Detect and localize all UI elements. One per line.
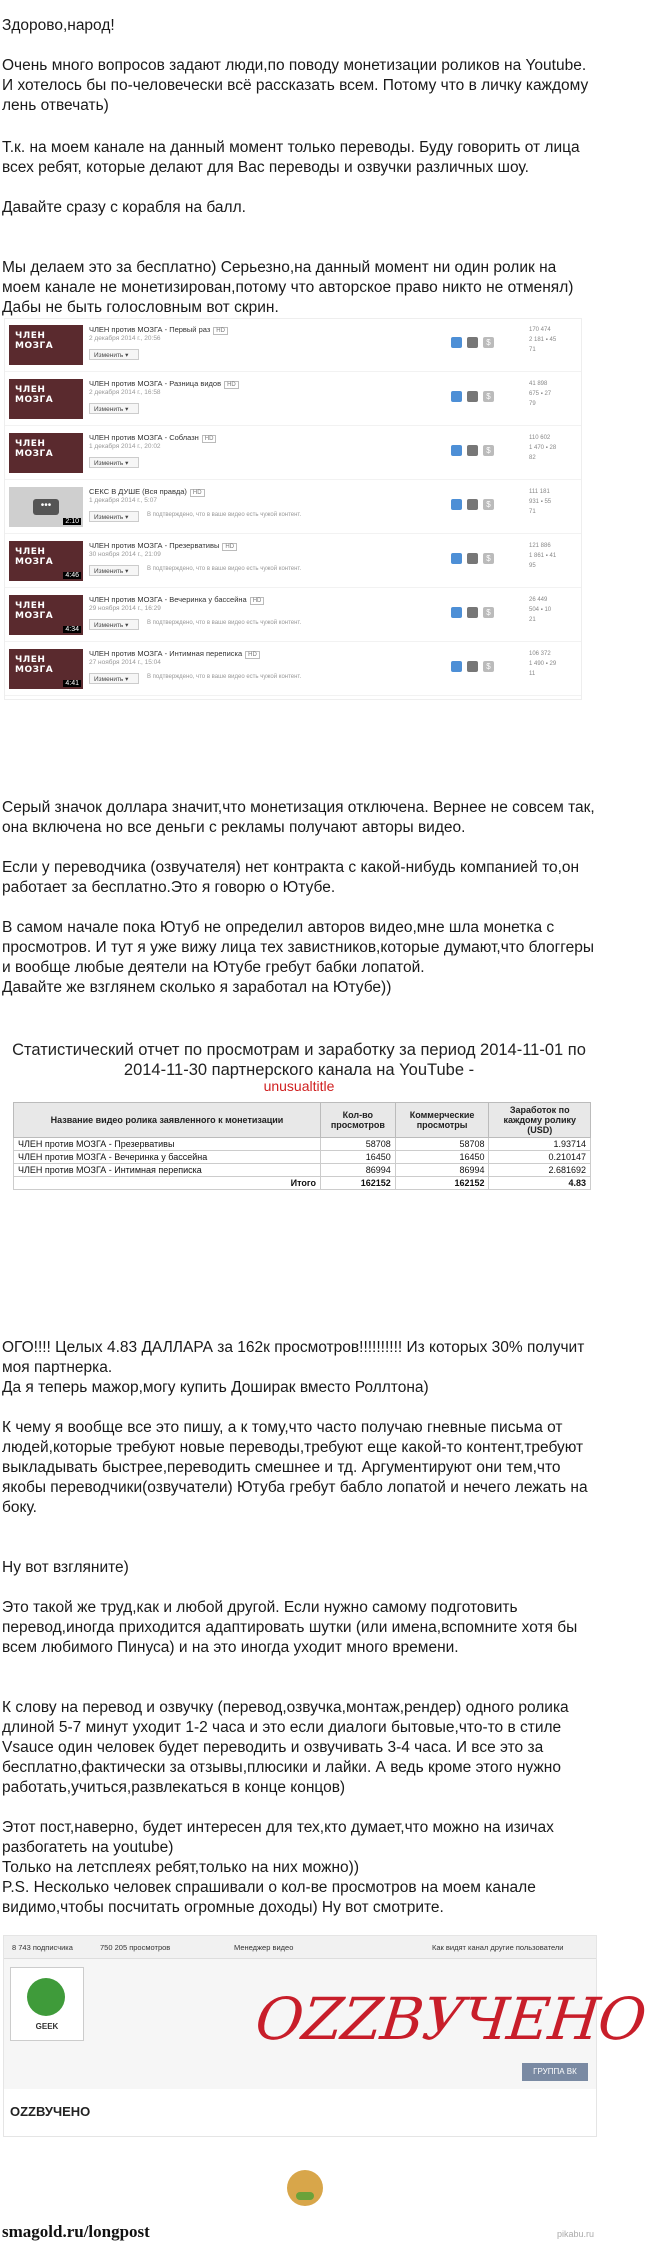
check-icon[interactable]: [467, 445, 478, 456]
video-date: 1 декабря 2014 г., 5:07: [89, 497, 157, 504]
dollar-icon[interactable]: $: [483, 391, 494, 402]
thumbnail-text: ЧЛЕН МОЗГА: [15, 385, 54, 405]
channel-avatar: [10, 1967, 84, 2041]
report-header-cell: Заработок по каждому ролику (USD): [489, 1103, 591, 1138]
video-manager-screenshot: [4, 318, 582, 700]
intro-paragraph: Очень много вопросов задают люди,по поводу монетизации роликов на Youtube. И хотелось бы по-человечески всё рассказать всем. Потому что в личку каждому лень отвечать): [2, 57, 589, 114]
thumbnail-text: ЧЛЕН МОЗГА: [15, 547, 54, 567]
report-total-cell: 4.83: [489, 1177, 591, 1190]
report-header-cell: Коммерческие просмотры: [395, 1103, 489, 1138]
check-icon[interactable]: [467, 499, 478, 510]
video-stats: 41 898 675 ▪ 27 79: [529, 381, 552, 407]
translations-paragraph: Т.к. на моем канале на данный момент только переводы. Буду говорить от лица всех ребят, которые делают для Вас переводы и озвучки различных шоу.: [2, 139, 580, 176]
report-total-row: [14, 1177, 591, 1190]
report-total-cell: 162152: [321, 1177, 396, 1190]
video-row: [5, 373, 581, 426]
video-title[interactable]: СЕКС В ДУШЕ (Вся правда) HD: [89, 487, 205, 496]
dollar-icon[interactable]: $: [483, 337, 494, 348]
report-cell: 0.210147: [489, 1151, 591, 1164]
video-title[interactable]: ЧЛЕН против МОЗГА - Презервативы HD: [89, 541, 237, 550]
check-icon[interactable]: [467, 553, 478, 564]
channel-brand: OZZВУЧЕНО: [252, 1985, 649, 2053]
angry-letters-paragraph: К чему я вообще все это пишу, а к тому,что часто получаю гневные письма от людей,которые требуют новые переводы,требуют еще какой-то контент,требуют выкладывать быстрее,переводить смешнее и тд. Аргументируют они тем,что якобы переводчики(озвучатели) Ютуба гребут бабло лопатой и нечего лежать на боку.: [2, 1419, 588, 1516]
video-date: 29 ноября 2014 г., 16:29: [89, 605, 161, 612]
hd-badge: HD: [245, 651, 260, 659]
video-thumbnail[interactable]: [9, 325, 83, 365]
video-thumbnail[interactable]: [9, 433, 83, 473]
video-duration: 4:41: [65, 680, 79, 687]
globe-icon[interactable]: [451, 607, 462, 618]
dollar-icon[interactable]: $: [483, 661, 494, 672]
edit-button[interactable]: Изменить ▾: [89, 619, 139, 630]
globe-icon[interactable]: [451, 661, 462, 672]
video-duration: 4:46: [65, 572, 79, 579]
globe-icon[interactable]: [451, 499, 462, 510]
view-as-others-link[interactable]: Как видят канал другие пользователи: [432, 1943, 564, 1952]
report-cell: ЧЛЕН против МОЗГА - Вечеринка у бассейна: [14, 1151, 321, 1164]
subscriber-count: 8 743 подписчика: [12, 1943, 73, 1952]
ps-paragraph: P.S. Несколько человек спрашивали о кол-ве просмотров на моем канале видимо,чтобы посчитать огромные доходы) Ну вот смотрите.: [2, 1879, 536, 1916]
geek-logo-icon: [27, 1978, 65, 2016]
thumbnail-text: ЧЛЕН МОЗГА: [15, 331, 54, 351]
video-date: 1 декабря 2014 г., 20:02: [89, 443, 161, 450]
video-row: [5, 481, 581, 534]
early-earnings-paragraph: В самом начале пока Ютуб не определил авторов видео,мне шла монетка с просмотров. И тут я уже вижу лица тех завистников,которые думают,что блоггеры и вообще любые деятели на Ютубе гребут бабки лопатой. Давайте же взглянем сколько я заработал на Ютубе)): [2, 919, 594, 996]
wow-paragraph: ОГО!!!! Целых 4.83 ДАЛЛАРА за 162к просмотров!!!!!!!!!! Из которых 30% получит моя партнерка. Да я теперь мажор,могу купить Доширак вместо Роллтона): [2, 1339, 585, 1396]
dollar-icon[interactable]: $: [483, 499, 494, 510]
video-title[interactable]: ЧЛЕН против МОЗГА - Вечеринка у бассейна HD: [89, 595, 264, 604]
report-channel: unusualtitle: [263, 1078, 335, 1094]
edit-button[interactable]: Изменить ▾: [89, 673, 139, 684]
avatar-label: GEEK: [35, 2022, 59, 2031]
channel-stats-bar: [4, 1936, 596, 1959]
content-id-note: В подтверждено, что в ваше видео есть чужой контент.: [147, 674, 302, 680]
edit-button[interactable]: Изменить ▾: [89, 565, 139, 576]
report-cell: 2.681692: [489, 1164, 591, 1177]
video-title[interactable]: ЧЛЕН против МОЗГА - Соблазн HD: [89, 433, 216, 442]
watermark: pikabu.ru: [556, 2229, 594, 2239]
labor-paragraph: Это такой же труд,как и любой другой. Если нужно самому подготовить перевод,иногда приходится адаптировать шутки (или имена,вспомните хотя бы всем любимого Пинуса) и на это иногда уходит много времени.: [2, 1599, 578, 1656]
greeting: Здорово,народ!: [2, 17, 115, 34]
video-date: 2 декабря 2014 г., 16:58: [89, 389, 161, 396]
source-link[interactable]: smagold.ru/longpost: [2, 2222, 150, 2241]
video-row: [5, 589, 581, 642]
hd-badge: HD: [222, 543, 237, 551]
content-id-note: В подтверждено, что в ваше видео есть чужой контент.: [147, 620, 302, 626]
video-title[interactable]: ЧЛЕН против МОЗГА - Интимная переписка HD: [89, 649, 260, 658]
video-duration: 4:34: [65, 626, 79, 633]
video-manager-link[interactable]: Менеджер видео: [234, 1943, 294, 1952]
video-duration: 2:10: [65, 518, 79, 525]
thumbnail-text: ЧЛЕН МОЗГА: [15, 601, 54, 621]
hd-badge: HD: [224, 381, 239, 389]
globe-icon[interactable]: [451, 391, 462, 402]
video-thumbnail[interactable]: [9, 595, 83, 635]
dollar-icon[interactable]: $: [483, 553, 494, 564]
video-row: [5, 643, 581, 696]
report-cell: ЧЛЕН против МОЗГА - Презервативы: [14, 1138, 321, 1151]
content-id-note: В подтверждено, что в ваше видео есть чужой контент.: [147, 512, 302, 518]
video-date: 30 ноября 2014 г., 21:09: [89, 551, 161, 558]
thumbnail-text: ЧЛЕН МОЗГА: [15, 439, 54, 459]
video-row: [5, 535, 581, 588]
report-total-cell: 162152: [395, 1177, 489, 1190]
free-work-paragraph: Мы делаем это за бесплатно) Серьезно,на данный момент ни один ролик на моем канале не монетизирован,потому что авторское право никто не отменял) Дабы не быть голословным вот скрин.: [2, 259, 574, 316]
hd-badge: HD: [202, 435, 217, 443]
report-row: [14, 1138, 591, 1151]
money-bag-icon: [287, 2170, 323, 2206]
video-stats: 111 181 931 ▪ 55 71: [529, 489, 552, 515]
no-contract-paragraph: Если у переводчика (озвучателя) нет контракта с какой-нибудь компанией то,он работает за бесплатно.Это я говорю о Ютубе.: [2, 859, 580, 896]
report-cell: 16450: [321, 1151, 396, 1164]
view-count: 750 205 просмотров: [100, 1943, 171, 1952]
hd-badge: HD: [190, 489, 205, 497]
hd-badge: HD: [213, 327, 228, 335]
report-cell: ЧЛЕН против МОЗГА - Интимная переписка: [14, 1164, 321, 1177]
video-stats: 121 886 1 861 ▪ 41 95: [529, 543, 557, 569]
channel-header-screenshot: [3, 1935, 649, 2137]
video-thumbnail[interactable]: [9, 379, 83, 419]
dollar-icon[interactable]: $: [483, 445, 494, 456]
edit-button[interactable]: Изменить ▾: [89, 457, 139, 468]
report-table: [13, 1102, 591, 1190]
report-header-cell: Название видео ролика заявленного к монетизации: [14, 1103, 321, 1138]
channel-name: OZZВУЧЕНО: [10, 2104, 91, 2119]
content-id-note: В подтверждено, что в ваше видео есть чужой контент.: [147, 566, 302, 572]
check-icon[interactable]: [467, 391, 478, 402]
straight-to-point: Давайте сразу с корабля на балл.: [2, 199, 246, 216]
channel-banner: [4, 1959, 649, 2089]
video-stats: 110 602 1 470 ▪ 28 82: [529, 435, 557, 461]
placeholder-icon: •••: [33, 499, 59, 515]
look-paragraph: Ну вот взгляните): [2, 1559, 129, 1576]
check-icon[interactable]: [467, 607, 478, 618]
gray-dollar-paragraph: Серый значок доллара значит,что монетизация отключена. Вернее не совсем так, она включена но все деньги с рекламы получают авторы видео.: [2, 799, 595, 836]
video-title[interactable]: ЧЛЕН против МОЗГА - Разница видов HD: [89, 379, 239, 388]
globe-icon[interactable]: [451, 553, 462, 564]
check-icon[interactable]: [467, 661, 478, 672]
report-cell: 16450: [395, 1151, 489, 1164]
video-row: [5, 319, 581, 372]
video-stats: 26 449 504 ▪ 10 21: [529, 597, 552, 623]
video-row: [5, 427, 581, 480]
edit-button[interactable]: Изменить ▾: [89, 403, 139, 414]
earnings-report: [3, 1040, 595, 1216]
globe-icon[interactable]: [451, 445, 462, 456]
video-date: 27 ноября 2014 г., 15:04: [89, 659, 161, 666]
get-rich-paragraph: Этот пост,наверно, будет интересен для тех,кто думает,что можно на изичах разбогатеть на youtube) Только на летсплеях ребят,только на них можно)): [2, 1819, 554, 1876]
report-row: [14, 1164, 591, 1177]
video-stats: 106 372 1 490 ▪ 29 11: [529, 651, 557, 677]
video-thumbnail[interactable]: [9, 487, 83, 527]
check-icon[interactable]: [467, 337, 478, 348]
video-thumbnail[interactable]: [9, 541, 83, 581]
edit-button[interactable]: Изменить ▾: [89, 511, 139, 522]
hd-badge: HD: [250, 597, 265, 605]
thumbnail-text: ЧЛЕН МОЗГА: [15, 655, 54, 675]
edit-button[interactable]: Изменить ▾: [89, 349, 139, 360]
report-cell: 86994: [321, 1164, 396, 1177]
globe-icon[interactable]: [451, 337, 462, 348]
dollar-icon[interactable]: $: [483, 607, 494, 618]
report-row: [14, 1151, 591, 1164]
translation-time-paragraph: К слову на перевод и озвучку (перевод,озвучка,монтаж,рендер) одного ролика длиной 5-7 минут уходит 1-2 часа и это если диалоги бытовые,что-то в стиле Vsauce один человек будет переводить и озвучивать 3-4 часа. И все это за бесплатно,фактически за отзывы,плюсики и лайки. А ведь кроме этого нужно работать,учиться,развлекаться в конце концов): [2, 1699, 569, 1796]
report-cell: 86994: [395, 1164, 489, 1177]
report-cell: 58708: [395, 1138, 489, 1151]
report-total-cell: Итого: [14, 1177, 321, 1190]
video-thumbnail[interactable]: [9, 649, 83, 689]
report-title: Статистический отчет по просмотрам и заработку за период 2014-11-01 по 2014-11-30 партнерского канала на YouTube -: [12, 1041, 586, 1079]
vk-group-button[interactable]: ГРУППА ВК: [522, 2063, 588, 2081]
video-stats: 170 474 2 181 ▪ 45 71: [529, 327, 557, 353]
report-header-cell: Кол-во просмотров: [321, 1103, 396, 1138]
report-cell: 1.93714: [489, 1138, 591, 1151]
report-cell: 58708: [321, 1138, 396, 1151]
video-title[interactable]: ЧЛЕН против МОЗГА - Первый раз HD: [89, 325, 228, 334]
video-date: 2 декабря 2014 г., 20:56: [89, 335, 161, 342]
